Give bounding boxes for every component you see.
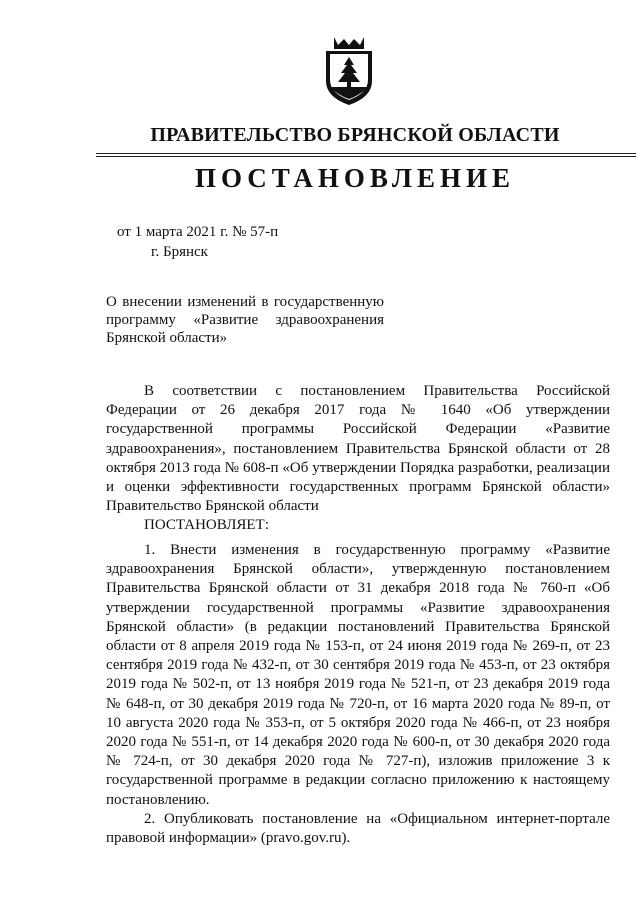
coat-of-arms-icon [318,35,380,107]
preamble-section [106,382,610,536]
header-divider [96,153,636,157]
decree-items [106,541,610,848]
decree-item: 1. Внести изменения в государственную программу «Развитие здравоохранения Брянской области», утвержденную постановлением Правительства Брянской области от 31 декабря 2018 года № 760-п «Об утверждении государственной программы «Развитие здравоохранения Брянской области» (в редакции постановлений Правительства Брянской области от 8 апреля 2019 года № 153-п, от 24 июня 2019 года № 269-п, от 23 сентября 2019 года № 432-п, от 30 сентября 2019 года № 453-п, от 23 октября 2019 года № 502-п, от 13 ноября 2019 года № 521-п, от 23 декабря 2019 года № 648-п, от 30 декабря 2019 года № 720-п, от 16 марта 2020 года № 89-п, от 10 августа 2020 года № 353-п, от 5 октября 2020 года № 466-п, от 23 ноября 2020 года № 551-п, от 14 декабря 2020 года № 600-п, от 30 декабря 2020 года № 724-п, от 30 декабря 2020 года № 727-п), изложив приложение 3 к государственной программе в редакции согласно приложению к настоящему постановлению. [106,542,610,808]
document-date-number: от 1 марта 2021 г. № 57-п [117,224,279,240]
document-type-title: ПОСТАНОВЛЕНИЕ [194,163,516,193]
decree-item: 2. Опубликовать постановление на «Официальном интернет-портале правовой информации» (pravo.gov.ru). [106,810,610,847]
document-city: г. Брянск [151,244,208,260]
decree-word: ПОСТАНОВЛЯЕТ: [144,517,269,534]
preamble-text: В соответствии с постановлением Правительства Российской Федерации от 26 декабря 2017 года № 1640 «Об утверждении государственной программы Российской Федерации «Развитие здравоохранения», постановлением Правительства Брянской области от 28 октября 2013 года № 608-п «Об утверждении Порядка разработки, реализации и оценки эффективности государственных программ Брянской области» Правительство Брянской области [106,383,610,515]
organization-name: ПРАВИТЕЛЬСТВО БРЯНСКОЙ ОБЛАСТИ [150,124,560,146]
document-subject: О внесении изменений в государственную программу «Развитие здравоохранения Брянской области» [106,294,384,346]
